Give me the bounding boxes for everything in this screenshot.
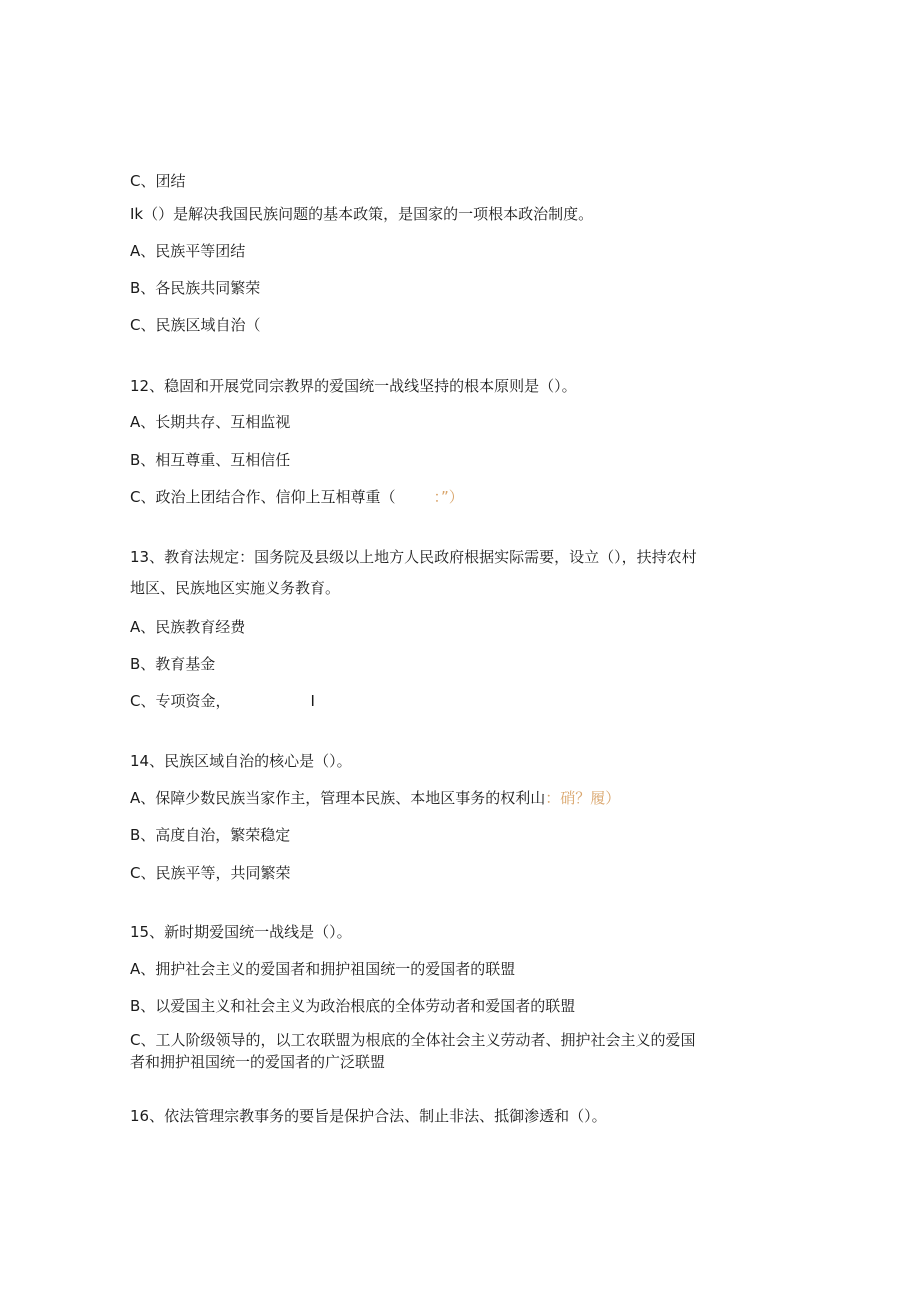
q13-option-b: B、教育基金 [130, 655, 216, 673]
q12-answer-mark: ：”） [433, 488, 464, 506]
q12-option-a: A、长期共存、互相监视 [130, 413, 291, 431]
q12-option-c-text: C、政治上团结合作、信仰上互相尊重（ [130, 488, 396, 506]
q12-option-b: B、相互尊重、互相信任 [130, 451, 291, 469]
question-13-line-2: 地区、民族地区实施义务教育。 [130, 579, 341, 597]
q11-option-b: B、各民族共同繁荣 [130, 279, 261, 297]
question-14: 14、民族区域自治的核心是（）。 [130, 752, 352, 770]
q14-option-a [130, 788, 620, 808]
question-13-line-1: 13、教育法规定：国务院及县级以上地方人民政府根据实际需要，设立（），扶持农村 [130, 548, 697, 566]
q15-option-b: B、以爱国主义和社会主义为政治根底的全体劳动者和爱国者的联盟 [130, 997, 576, 1015]
q14-option-a-text: A、保障少数民族当家作主，管理本民族、本地区事务的权利山 [130, 789, 546, 807]
q11-option-c: C、民族区域自治（ [130, 316, 261, 334]
question-15: 15、新时期爱国统一战线是（）。 [130, 923, 352, 941]
question-16: 16、依法管理宗教事务的要旨是保护合法、制止非法、抵御渗透和（）。 [130, 1107, 607, 1125]
q12-option-c [130, 487, 464, 507]
question-11: Ik（）是解决我国民族问题的基本政策，是国家的一项根本政治制度。 [130, 205, 594, 223]
question-12: 12、稳固和开展党同宗教界的爱国统一战线坚持的根本原则是（）。 [130, 377, 577, 395]
q15-option-c-line-1: C、工人阶级领导的，以工农联盟为根底的全体社会主义劳动者、拥护社会主义的爱国 [130, 1031, 696, 1049]
q14-answer-mark: ：硝？履） [545, 789, 621, 807]
q13-option-c [130, 691, 315, 711]
q14-option-c: C、民族平等，共同繁荣 [130, 864, 291, 882]
q13-answer-mark: I [310, 692, 315, 710]
option-c-unity: C、团结 [130, 172, 186, 190]
q11-option-a: A、民族平等团结 [130, 242, 246, 260]
q15-option-a: A、拥护社会主义的爱国者和拥护祖国统一的爱国者的联盟 [130, 960, 516, 978]
q15-option-c-line-2: 者和拥护祖国统一的爱国者的广泛联盟 [130, 1053, 386, 1071]
q14-option-b: B、高度自治，繁荣稳定 [130, 826, 291, 844]
q13-option-c-text: C、专项资金， [130, 692, 231, 710]
q13-option-a: A、民族教育经费 [130, 618, 246, 636]
